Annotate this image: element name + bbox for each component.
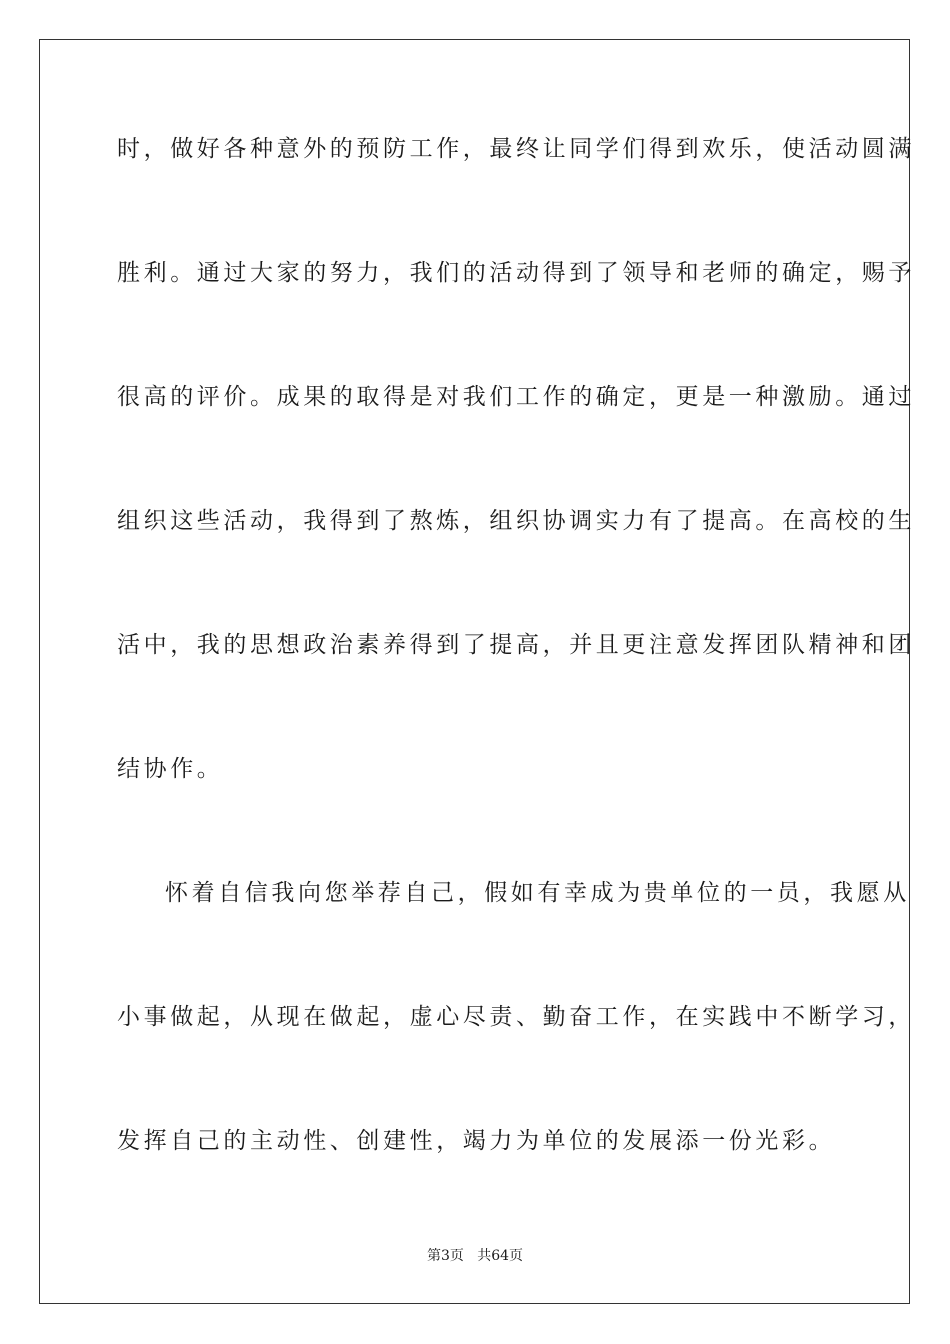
page-number-footer: 第3页 共64页 xyxy=(426,1248,524,1264)
body-text-line: 时，做好各种意外的预防工作，最终让同学们得到欢乐，使活动圆满 xyxy=(117,136,915,162)
body-text-line: 发挥自己的主动性、创建性，竭力为单位的发展添一份光彩。 xyxy=(117,1128,836,1154)
body-text-line: 很高的评价。成果的取得是对我们工作的确定，更是一种激励。通过 xyxy=(117,384,915,410)
body-text-line: 胜利。通过大家的努力，我们的活动得到了领导和老师的确定，赐予 xyxy=(117,260,915,286)
body-text-line: 小事做起，从现在做起，虚心尽责、勤奋工作，在实践中不断学习， xyxy=(117,1004,915,1030)
body-text-line: 结协作。 xyxy=(117,756,224,782)
body-text-line: 活中，我的思想政治素养得到了提高，并且更注意发挥团队精神和团 xyxy=(117,632,915,658)
body-text-line: 组织这些活动，我得到了熬炼，组织协调实力有了提高。在高校的生 xyxy=(117,508,915,534)
paragraph-first-line: 怀着自信我向您举荐自己，假如有幸成为贵单位的一员，我愿从 xyxy=(165,880,910,906)
page-border xyxy=(39,39,915,1304)
